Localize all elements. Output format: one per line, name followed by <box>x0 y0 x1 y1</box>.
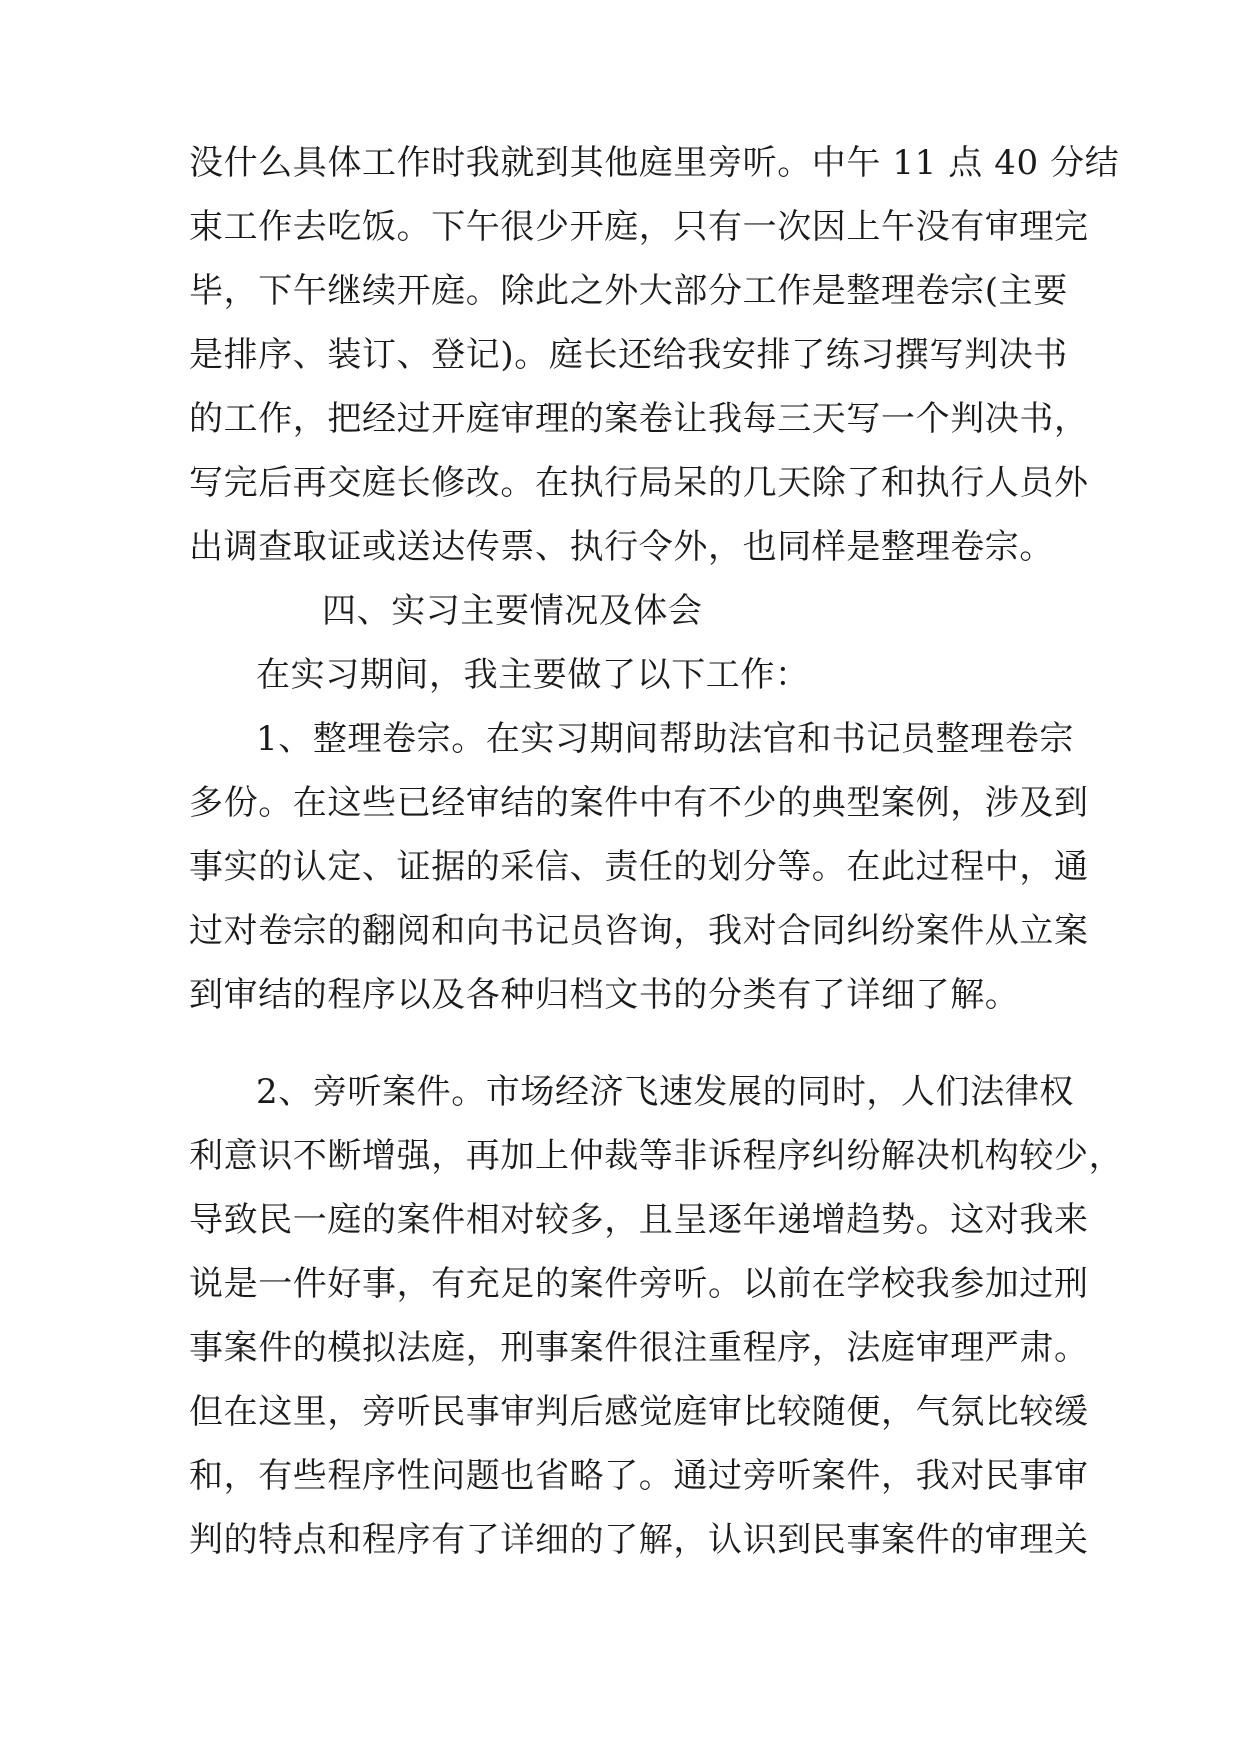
section-heading: 四、实习主要情况及体会 <box>322 591 703 631</box>
paragraph-line: 写完后再交庭长修改。在执行局呆的几天除了和执行人员外 <box>189 463 1089 503</box>
item1-line: 过对卷宗的翻阅和向书记员咨询，我对合同纠纷案件从立案 <box>189 911 1089 951</box>
paragraph-line: 的工作，把经过开庭审理的案卷让我每三天写一个判决书， <box>189 399 1089 439</box>
item2-line: 导致民一庭的案件相对较多，且呈逐年递增趋势。这对我来 <box>189 1200 1089 1240</box>
item1-line: 1、整理卷宗。在实习期间帮助法官和书记员整理卷宗 <box>256 719 1075 759</box>
intro-line: 在实习期间，我主要做了以下工作： <box>256 655 810 695</box>
paragraph-line: 出调查取证或送达传票、执行令外，也同样是整理卷宗。 <box>189 527 1054 567</box>
item2-line: 和，有些程序性问题也省略了。通过旁听案件，我对民事审 <box>189 1456 1089 1496</box>
item1-line: 事实的认定、证据的采信、责任的划分等。在此过程中，通 <box>189 847 1089 887</box>
item1-line: 多份。在这些已经审结的案件中有不少的典型案例，涉及到 <box>189 783 1089 823</box>
item1-line: 到审结的程序以及各种归档文书的分类有了详细了解。 <box>189 975 1020 1015</box>
item2-line: 2、旁听案件。市场经济飞速发展的同时，人们法律权 <box>256 1072 1075 1112</box>
item2-line: 事案件的模拟法庭，刑事案件很注重程序，法庭审理严肃。 <box>189 1328 1089 1368</box>
item2-line: 但在这里，旁听民事审判后感觉庭审比较随便，气氛比较缓 <box>189 1392 1089 1432</box>
item2-line: 利意识不断增强，再加上仲裁等非诉程序纠纷解决机构较少， <box>189 1136 1124 1176</box>
item2-line: 说是一件好事，有充足的案件旁听。以前在学校我参加过刑 <box>189 1264 1089 1304</box>
paragraph-line: 是排序、装订、登记)。庭长还给我安排了练习撰写判决书 <box>189 335 1068 375</box>
paragraph-line: 毕，下午继续开庭。除此之外大部分工作是整理卷宗(主要 <box>189 271 1068 311</box>
paragraph-line: 束工作去吃饭。下午很少开庭，只有一次因上午没有审理完 <box>189 207 1089 247</box>
paragraph-line: 没什么具体工作时我就到其他庭里旁听。中午 11 点 40 分结 <box>189 143 1120 183</box>
item2-line: 判的特点和程序有了详细的了解，认识到民事案件的审理关 <box>189 1520 1089 1560</box>
